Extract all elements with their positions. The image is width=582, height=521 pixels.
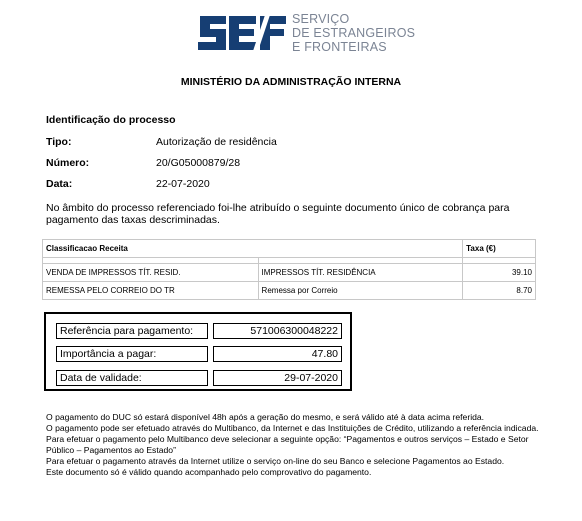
sef-logo-mark xyxy=(196,10,288,56)
logo-line-2: DE ESTRANGEIROS xyxy=(292,26,416,40)
row-amount: 39.10 xyxy=(463,264,536,282)
payment-reference-label: Referência para pagamento: xyxy=(56,323,208,339)
intro-paragraph: No âmbito do processo referenciado foi-lhe atribuído o seguinte documento único de cobrança para pagamento das taxas descriminadas. xyxy=(46,202,510,226)
note-payment-methods: O pagamento pode ser efetuado através do Multibanco, da Internet e das Instituições de Crédito, utilizando a referência indicada. xyxy=(46,422,539,433)
row-description: IMPRESSOS TÍT. RESIDÊNCIA xyxy=(258,264,463,282)
note-multibanco: Para efetuar o pagamento pelo Multibanco deve selecionar a seguinte opção: “Pagamentos e outros serviços – Estado e Setor Público – Pagamentos ao Estado” xyxy=(46,433,529,455)
note-internet: Para efetuar o pagamento através da Internet utilize o serviço on-line do seu Banco e selecione Pagamentos ao Estado. xyxy=(46,455,505,466)
ministry-title: MINISTÉRIO DA ADMINISTRAÇÃO INTERNA xyxy=(180,76,402,88)
field-number-label: Número: xyxy=(46,157,90,169)
header-classification: Classificacao Receita xyxy=(43,240,463,258)
payment-amount-value: 47.80 xyxy=(213,346,342,362)
sef-logo-text xyxy=(292,12,415,54)
fees-table-header xyxy=(43,240,536,258)
row-code: REMESSA PELO CORREIO DO TR xyxy=(43,282,259,300)
payment-reference-row xyxy=(56,323,342,339)
note-availability: O pagamento do DUC só estará disponível 48h após a geração do mesmo, e será válido até à data acima referida. xyxy=(46,412,485,422)
row-description: Remessa por Correio xyxy=(258,282,463,300)
logo-line-3: E FRONTEIRAS xyxy=(292,40,387,54)
payment-due-date-row xyxy=(56,370,342,386)
header-fee: Taxa (€) xyxy=(463,240,536,258)
row-code: VENDA DE IMPRESSOS TÍT. RESID. xyxy=(43,264,259,282)
fees-table xyxy=(42,239,536,300)
sef-logo xyxy=(196,10,416,60)
field-type-label: Tipo: xyxy=(46,136,72,148)
field-date-label: Data: xyxy=(46,178,73,190)
payment-amount-row xyxy=(56,346,342,362)
process-section-title: Identificação do processo xyxy=(46,114,176,126)
field-number-value: 20/G05000879/28 xyxy=(156,157,241,169)
payment-due-date-value: 29-07-2020 xyxy=(213,370,342,386)
payment-box xyxy=(44,312,352,391)
logo-line-1: SERVIÇO xyxy=(292,12,350,26)
field-date-value: 22-07-2020 xyxy=(156,178,210,190)
table-row xyxy=(43,264,536,282)
row-amount: 8.70 xyxy=(463,282,536,300)
payment-amount-label: Importância a pagar: xyxy=(56,346,208,362)
table-row xyxy=(43,282,536,300)
payment-notes xyxy=(46,412,546,477)
note-validity: Este documento só é válido quando acompanhado pelo comprovativo do pagamento. xyxy=(46,466,372,477)
payment-reference-value: 571006300048222 xyxy=(213,323,342,339)
payment-due-date-label: Data de validade: xyxy=(56,370,208,386)
field-type-value: Autorização de residência xyxy=(156,136,277,148)
